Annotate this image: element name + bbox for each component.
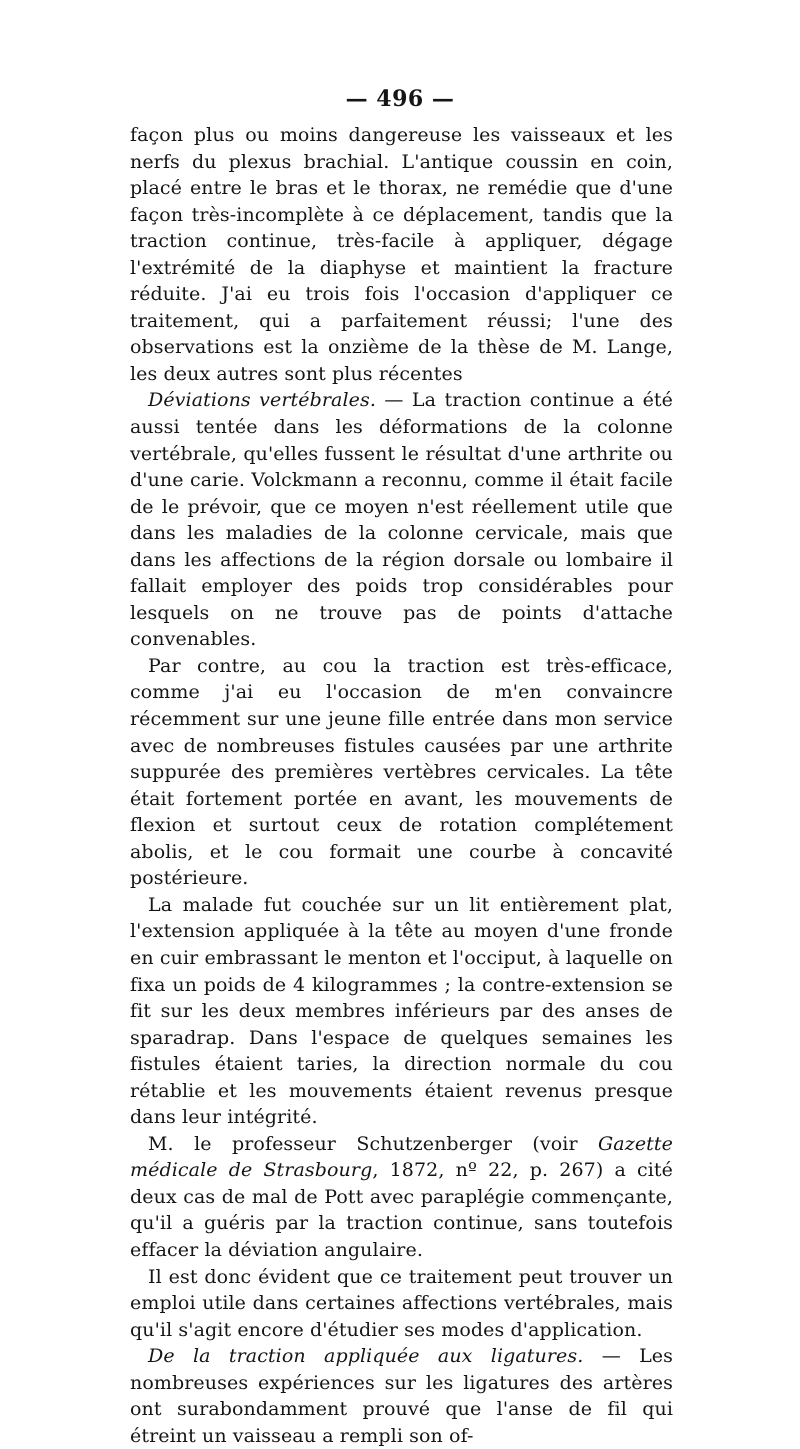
section-title-ligatures: De la traction appliquée aux ligatures. <box>148 1345 584 1368</box>
section-title-deviations: Déviations vertébrales. <box>148 389 376 412</box>
paragraph-continuation <box>130 122 673 387</box>
body-text <box>130 122 673 1449</box>
paragraph-conclusion <box>130 1264 673 1344</box>
paragraph-text: — La traction continue a été aussi tentée dans les déformations de la colonne vertébrale, qu'elles fussent le résultat d'une arthrite ou d'une carie. Volckmann a reconnu, comme il était facile de le prévoir, que ce moyen n'est réellement utile que dans les maladies de la colonne cervicale, mais que dans les affections de la région dorsale ou lombaire il fallait employer des poids trop considérables pour lesquels on ne trouve pas de points d'attache convenables. <box>130 389 674 651</box>
paragraph-schutzenberger <box>130 1131 673 1264</box>
paragraph-deviations-vertebrales <box>130 387 673 652</box>
paragraph-text: , 1872, nº 22, p. 267) a cité deux cas de mal de Pott avec paraplégie commençante, qu'il a guéris par la traction continue, sans toutefois effacer la déviation angulaire. <box>130 1159 673 1261</box>
paragraph-text: — Les nombreuses expériences sur les ligatures des artères ont surabondamment prouvé que l'anse de fil qui étreint un vaisseau a rempli son of- <box>130 1345 673 1447</box>
paragraph-cou <box>130 653 673 892</box>
paragraph-malade <box>130 892 673 1131</box>
paragraph-text: Il est donc évident que ce traitement peut trouver un emploi utile dans certaines affections vertébrales, mais qu'il s'agit encore d'étudier ses modes d'application. <box>130 1265 673 1341</box>
paragraph-text: M. le professeur Schutzenberger (voir <box>148 1132 599 1155</box>
paragraph-ligatures <box>130 1343 673 1449</box>
paragraph-text: La malade fut couchée sur un lit entièrement plat, l'extension appliquée à la tête au moyen d'une fronde en cuir embrassant le menton et l'occiput, à laquelle on fixa un poids de 4 kilogrammes ; la contre-extension se fit sur les deux membres inférieurs par des anses de sparadrap. Dans l'espace de quelques semaines les fistules étaient taries, la direction normale du cou rétablie et les mouvements étaient revenus presque dans leur intégrité. <box>130 893 673 1129</box>
citation-journal: Gazette médicale de Strasbourg <box>130 1132 673 1182</box>
page-number: — 496 — <box>345 86 455 112</box>
paragraph-text: Par contre, au cou la traction est très-efficace, comme j'ai eu l'occasion de m'en convaincre récemment sur une jeune fille entrée dans mon service avec de nombreuses fistules causées par une arthrite suppurée des premières vertèbres cervicales. La tête était fortement portée en avant, les mouvements de flexion et surtout ceux de rotation complétement abolis, et le cou formait une courbe à concavité postérieure. <box>130 654 673 890</box>
paragraph-text: façon plus ou moins dangereuse les vaisseaux et les nerfs du plexus brachial. L'antique coussin en coin, placé entre le bras et le thorax, ne remédie que d'une façon très-incomplète à ce déplacement, tandis que la traction continue, très-facile à appliquer, dégage l'extrémité de la diaphyse et maintient la fracture réduite. J'ai eu trois fois l'occasion d'appliquer ce traitement, qui a parfaitement réussi; l'une des observations est la onzième de la thèse de M. Lange, les deux autres sont plus récentes <box>130 124 673 385</box>
